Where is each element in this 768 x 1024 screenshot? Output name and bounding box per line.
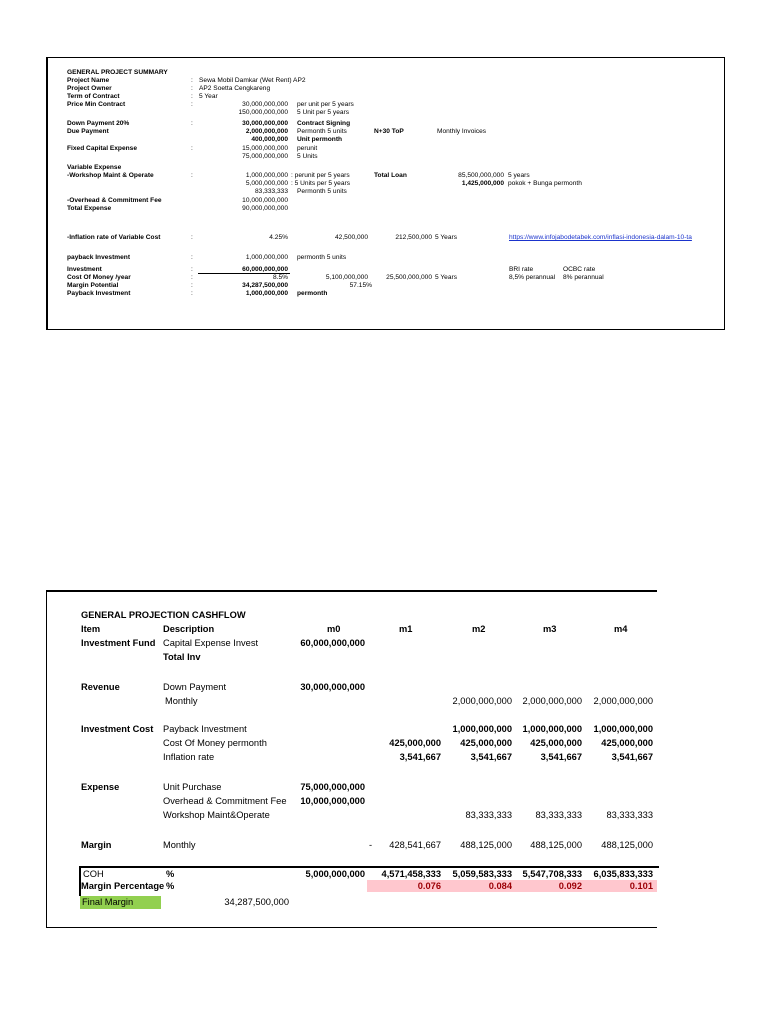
payback-2-note: permonth [297, 290, 328, 297]
inflation-label: Inflation rate [163, 752, 215, 762]
monthly-m2: 2,000,000,000 [452, 696, 512, 706]
price-min-value-1: 30,000,000,000 [242, 101, 288, 108]
margin-percentage-pct: % [166, 881, 175, 891]
workshop-note-2: : 5 Units per 5 years [291, 180, 351, 187]
ocbc-label: OCBC rate [563, 266, 596, 273]
margin-potential-pct: 57.15% [349, 282, 372, 289]
monthly-m3: 2,000,000,000 [522, 696, 582, 706]
coh-m3: 5,547,708,333 [522, 869, 582, 879]
payback-label: Payback Investment [163, 724, 247, 734]
payback-value: 1,000,000,000 [245, 254, 288, 261]
margin-percentage-m4: 0.101 [629, 881, 653, 891]
investment-fund-label: Investment Fund [81, 638, 156, 648]
final-margin-value: 34,287,500,000 [224, 897, 289, 907]
inflation-m1: 3,541,667 [399, 752, 441, 762]
workshop-value-3: 83,333,333 [254, 188, 288, 195]
down-payment-value: 30,000,000,000 [242, 120, 288, 127]
total-inv-label: Total Inv [163, 652, 201, 662]
ocbc-value: 8% perannual [563, 274, 604, 281]
total-loan-note-2: pokok + Bunga permonth [508, 180, 582, 187]
workshop-note-3: Permonth 5 units [297, 188, 347, 195]
due-payment-label: Due Payment [67, 128, 109, 135]
due-payment-note-2: Unit permonth [297, 136, 343, 143]
due-payment-value-2: 400,000,000 [251, 136, 288, 143]
margin-m4: 488,125,000 [601, 840, 653, 850]
total-loan-value-2: 1,425,000,000 [461, 180, 504, 187]
margin-potential-value: 34,287,500,000 [242, 282, 288, 289]
fixed-capital-note-2: 5 Units [297, 153, 318, 160]
workshop-label: Workshop Maint&Operate [163, 810, 270, 820]
margin-m3: 488,125,000 [530, 840, 582, 850]
inflation-note: 5 Years [435, 234, 457, 241]
payback-2-label: Payback Investment [67, 290, 131, 297]
colon: : [191, 145, 193, 152]
colon: : [191, 93, 193, 100]
colon: : [191, 266, 193, 273]
final-margin-label: Final Margin [82, 897, 134, 907]
margin-label: Margin [81, 840, 112, 850]
cost-money-note: 5 Years [435, 274, 457, 281]
margin-desc: Monthly [163, 840, 196, 850]
col-m3: m3 [543, 624, 557, 634]
colon: : [191, 172, 193, 179]
inflation-source-link[interactable]: https://www.infojabodetabek.com/inflasi-indonesia-dalam-10-ta [509, 234, 692, 241]
revenue-label: Revenue [81, 682, 120, 692]
summary-title: GENERAL PROJECT SUMMARY [67, 69, 168, 76]
project-name-value: Sewa Mobil Damkar (Wet Rent) AP2 [199, 77, 306, 84]
colon: : [191, 120, 193, 127]
project-owner-label: Project Owner [67, 85, 112, 92]
total-loan-value-1: 85,500,000,000 [458, 172, 504, 179]
cashflow-title: GENERAL PROJECTION CASHFLOW [81, 610, 246, 620]
projection-cashflow-sheet [46, 590, 657, 928]
coh-m2: 5,059,583,333 [452, 869, 512, 879]
fixed-capital-value-1: 15,000,000,000 [242, 145, 288, 152]
total-expense-value: 90,000,000,000 [242, 205, 288, 212]
com-m2: 425,000,000 [460, 738, 512, 748]
monthly-m4: 2,000,000,000 [593, 696, 653, 706]
term-label: Term of Contract [67, 93, 120, 100]
overhead-label: -Overhead & Commitment Fee [67, 197, 162, 204]
total-loan-note-1: 5 years [508, 172, 530, 179]
inflation-m2: 3,541,667 [470, 752, 512, 762]
cost-money-rate: 8.5% [272, 274, 288, 281]
coh-pct: % [166, 869, 175, 879]
col-description: Description [163, 624, 215, 634]
col-item: Item [81, 624, 101, 634]
price-min-note-2: 5 Unit per 5 years [297, 109, 350, 116]
inflation-m4: 3,541,667 [611, 752, 653, 762]
inflation-label: -Inflation rate of Variable Cost [67, 234, 161, 241]
due-payment-invoice: Monthly Invoices [437, 128, 487, 135]
com-m4: 425,000,000 [601, 738, 653, 748]
margin-m2: 488,125,000 [460, 840, 512, 850]
colon: : [191, 234, 193, 241]
investment-cost-label: Investment Cost [81, 724, 154, 734]
cost-money-label: Cost Of Money /year [67, 274, 131, 281]
investment-label: Investment [67, 266, 102, 273]
down-payment-label: Down Payment 20% [67, 120, 130, 127]
margin-percentage-m1: 0.076 [417, 881, 441, 891]
cost-money-value-2: 25,500,000,000 [386, 274, 432, 281]
inflation-value-1: 42,500,000 [334, 234, 368, 241]
workshop-value-2: 5,000,000,000 [245, 180, 288, 187]
project-summary-sheet [46, 57, 725, 330]
coh-m1: 4,571,458,333 [381, 869, 441, 879]
margin-potential-label: Margin Potential [67, 282, 119, 289]
payback-m3: 1,000,000,000 [522, 724, 582, 734]
investment-value: 60,000,000,000 [242, 266, 288, 273]
due-payment-top: N+30 ToP [374, 128, 404, 135]
margin-percentage-label: Margin Percentage [81, 881, 165, 891]
col-m2: m2 [472, 624, 486, 634]
margin-m1: 428,541,667 [389, 840, 441, 850]
bri-value: 8,5% perannual [509, 274, 556, 281]
due-payment-note-1: Permonth 5 units [297, 128, 347, 135]
colon: : [191, 85, 193, 92]
colon: : [191, 290, 193, 297]
payback-m4: 1,000,000,000 [593, 724, 653, 734]
colon: : [191, 77, 193, 84]
due-payment-value-1: 2,000,000,000 [245, 128, 288, 135]
workshop-m3: 83,333,333 [535, 810, 582, 820]
monthly-label: Monthly [165, 696, 198, 706]
payback-label: payback Investment [67, 254, 131, 261]
down-payment-m0: 30,000,000,000 [300, 682, 365, 692]
down-payment-label: Down Payment [163, 682, 227, 692]
coh-m4: 6,035,833,333 [593, 869, 653, 879]
com-m3: 425,000,000 [530, 738, 582, 748]
unit-purchase-label: Unit Purchase [163, 782, 222, 792]
payback-m2: 1,000,000,000 [452, 724, 512, 734]
fixed-capital-label: Fixed Capital Expense [67, 145, 137, 152]
workshop-value-1: 1,000,000,000 [245, 172, 288, 179]
colon: : [191, 254, 193, 261]
com-m1: 425,000,000 [389, 738, 441, 748]
price-min-label: Price Min Contract [67, 101, 126, 108]
overhead-value: 10,000,000,000 [242, 197, 288, 204]
com-label: Cost Of Money permonth [163, 738, 267, 748]
price-min-value-2: 150,000,000,000 [238, 109, 288, 116]
workshop-m2: 83,333,333 [465, 810, 512, 820]
coh-m0: 5,000,000,000 [305, 869, 365, 879]
colon: : [191, 274, 193, 281]
unit-purchase-m0: 75,000,000,000 [300, 782, 365, 792]
overhead-m0: 10,000,000,000 [300, 796, 365, 806]
down-payment-note: Contract Signing [297, 120, 351, 127]
total-expense-label: Total Expense [67, 205, 112, 212]
capital-expense-m0: 60,000,000,000 [300, 638, 365, 648]
project-name-label: Project Name [67, 77, 110, 84]
margin-percentage-m2: 0.084 [488, 881, 512, 891]
cost-money-value-1: 5,100,000,000 [325, 274, 368, 281]
capital-expense-label: Capital Expense Invest [163, 638, 259, 648]
payback-note: permonth 5 units [297, 254, 347, 261]
total-loan-label: Total Loan [374, 172, 407, 179]
workshop-label: -Workshop Maint & Operate [67, 172, 154, 179]
price-min-note-1: per unit per 5 years [297, 101, 354, 108]
workshop-m4: 83,333,333 [606, 810, 653, 820]
project-owner-value: AP2 Soetta Cengkareng [199, 85, 271, 92]
term-value: 5 Year [199, 93, 218, 100]
col-m4: m4 [614, 624, 628, 634]
inflation-value-2: 212,500,000 [395, 234, 432, 241]
payback-2-value: 1,000,000,000 [245, 290, 288, 297]
colon: : [191, 101, 193, 108]
colon: : [191, 282, 193, 289]
col-m0: m0 [327, 624, 341, 634]
inflation-m3: 3,541,667 [540, 752, 582, 762]
workshop-note-1: : perunit per 5 years [291, 172, 350, 179]
fixed-capital-note-1: perunit [297, 145, 318, 152]
fixed-capital-value-2: 75,000,000,000 [242, 153, 288, 160]
inflation-rate: 4.25% [269, 234, 288, 241]
expense-label: Expense [81, 782, 120, 792]
variable-expense-label: Variable Expense [67, 164, 122, 171]
coh-label: COH [83, 869, 104, 879]
overhead-label: Overhead & Commitment Fee [163, 796, 287, 806]
col-m1: m1 [399, 624, 413, 634]
bri-label: BRI rate [509, 266, 534, 273]
margin-percentage-m3: 0.092 [558, 881, 582, 891]
margin-m0: - [369, 840, 373, 850]
